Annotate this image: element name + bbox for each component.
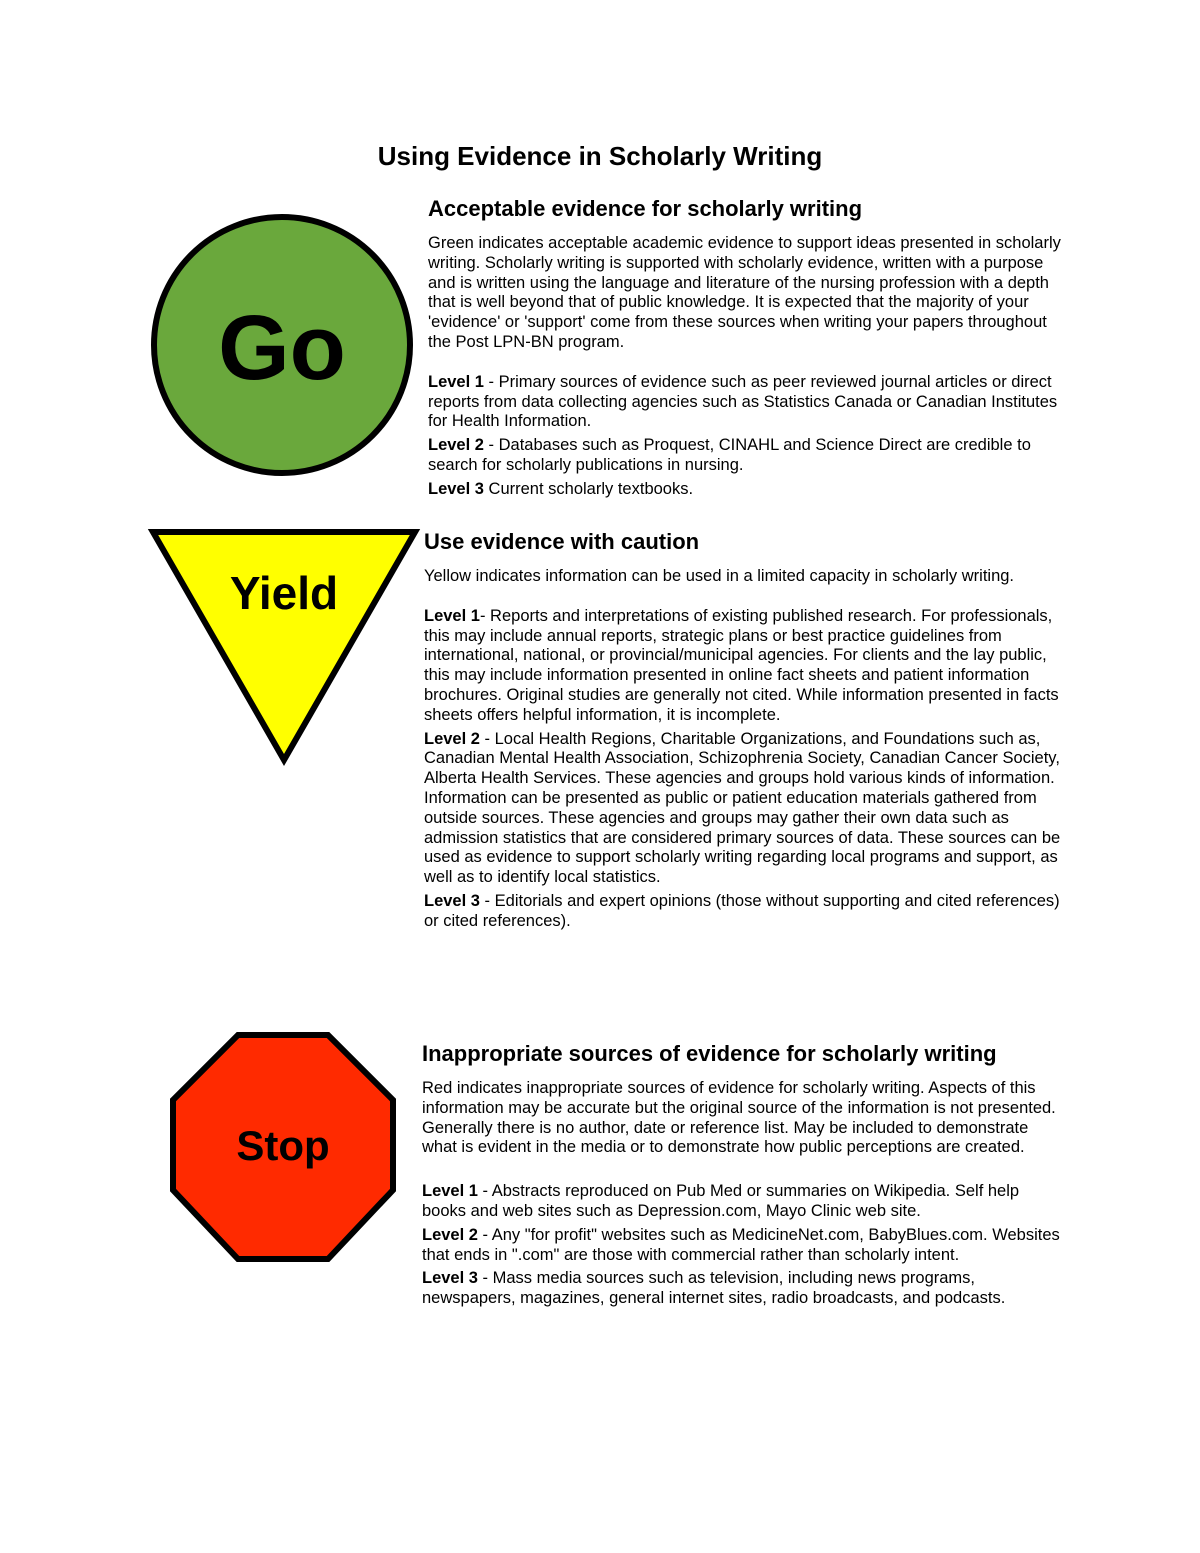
go-sign-label: Go [218, 297, 346, 399]
level-label: Level 1 [422, 1182, 478, 1201]
level-label: Level 3 [424, 891, 480, 910]
level-text: Current scholarly textbooks. [483, 479, 694, 498]
level-text: - Mass media sources such as television, including news programs, newspapers, magazines, general internet sites, radio broadcasts, and podcasts. [422, 1269, 1006, 1308]
level-item [428, 480, 1068, 500]
level-label: Level 2 [424, 729, 480, 748]
level-text: - Local Health Regions, Charitable Organizations, and Foundations such as, Canadian Mental Health Association, Schizophrenia Society, Canadian Cancer Society, Alberta Health Services. These agencies and groups hold various kinds of information. Information can be presented as public or patient education materials gathered from outside sources. These agencies and groups may gather their own data such as admission statistics that are considered primary sources of data. These sources can be used as evidence to support scholarly writing regarding local programs and support, as well as to identify local statistics. [424, 729, 1061, 887]
section-heading: Acceptable evidence for scholarly writing [428, 196, 863, 221]
section-intro: Red indicates inappropriate sources of evidence for scholarly writing. Aspects of this information may be accurate but the original source of the information is not presented. Generally there is no author, date or reference list. May be included to demonstrate what is evident in the media or to demonstrate how public perceptions are created. [422, 1079, 1056, 1157]
level-item [424, 607, 1069, 726]
stop-sign-icon [168, 1030, 398, 1264]
go-sign-icon [150, 213, 415, 478]
level-label: Level 3 [428, 479, 484, 498]
section-heading: Use evidence with caution [424, 529, 700, 554]
level-text: - Abstracts reproduced on Pub Med or summaries on Wikipedia. Self help books and web sites such as Depression.com, Mayo Clinic web site. [422, 1182, 1020, 1220]
acceptable-evidence-section [428, 196, 1068, 504]
section-heading: Inappropriate sources of evidence for scholarly writing [422, 1041, 997, 1066]
level-label: Level 2 [422, 1225, 478, 1244]
level-text: - Editorials and expert opinions (those without supporting and cited references) or cited references). [424, 891, 1060, 930]
caution-evidence-section [424, 529, 1069, 936]
level-text: - Any "for profit" websites such as MedicineNet.com, BabyBlues.com. Websites that ends in ".com" are those with commercial rather than scholarly intent. [422, 1225, 1060, 1264]
section-intro: Green indicates acceptable academic evidence to support ideas presented in scholarly writing. Scholarly writing is supported with scholarly evidence, written with a purpose and is written using the language and literature of the nursing profession with a depth that is well beyond that of public knowledge. It is expected that the majority of your 'evidence' or 'support' come from these sources when writing your papers throughout the Post LPN-BN program. [428, 234, 1061, 351]
level-label: Level 2 [428, 436, 484, 455]
level-item [422, 1226, 1067, 1266]
level-item [424, 730, 1069, 888]
level-label: Level 3 [422, 1269, 478, 1288]
level-label: Level 1 [424, 606, 480, 625]
level-item [428, 436, 1068, 476]
level-text: - Reports and interpretations of existing published research. For professionals, this may include annual reports, strategic plans or best practice guidelines from international, national, or provincial/municipal agencies. For clients and the lay public, this may include information presented in online fact sheets and patient information brochures. Original studies are generally not cited. While information presented in facts sheets offers helpful information, it is incomplete. [424, 606, 1059, 724]
yield-sign-icon [147, 526, 422, 768]
page-title: Using Evidence in Scholarly Writing [377, 141, 823, 171]
level-item [424, 892, 1069, 932]
level-item [422, 1182, 1067, 1222]
level-item [428, 373, 1068, 432]
inappropriate-evidence-section [422, 1041, 1067, 1313]
section-intro: Yellow indicates information can be used in a limited capacity in scholarly writing. [424, 567, 1015, 585]
level-item [422, 1269, 1067, 1309]
stop-sign-label: Stop [236, 1122, 330, 1169]
level-text: - Databases such as Proquest, CINAHL and Science Direct are credible to search for scholarly publications in nursing. [428, 436, 1031, 474]
yield-sign-label: Yield [229, 567, 339, 619]
level-text: - Primary sources of evidence such as peer reviewed journal articles or direct reports from data collecting agencies such as Statistics Canada or Canadian Institutes for Health Information. [428, 372, 1058, 431]
level-label: Level 1 [428, 372, 484, 391]
